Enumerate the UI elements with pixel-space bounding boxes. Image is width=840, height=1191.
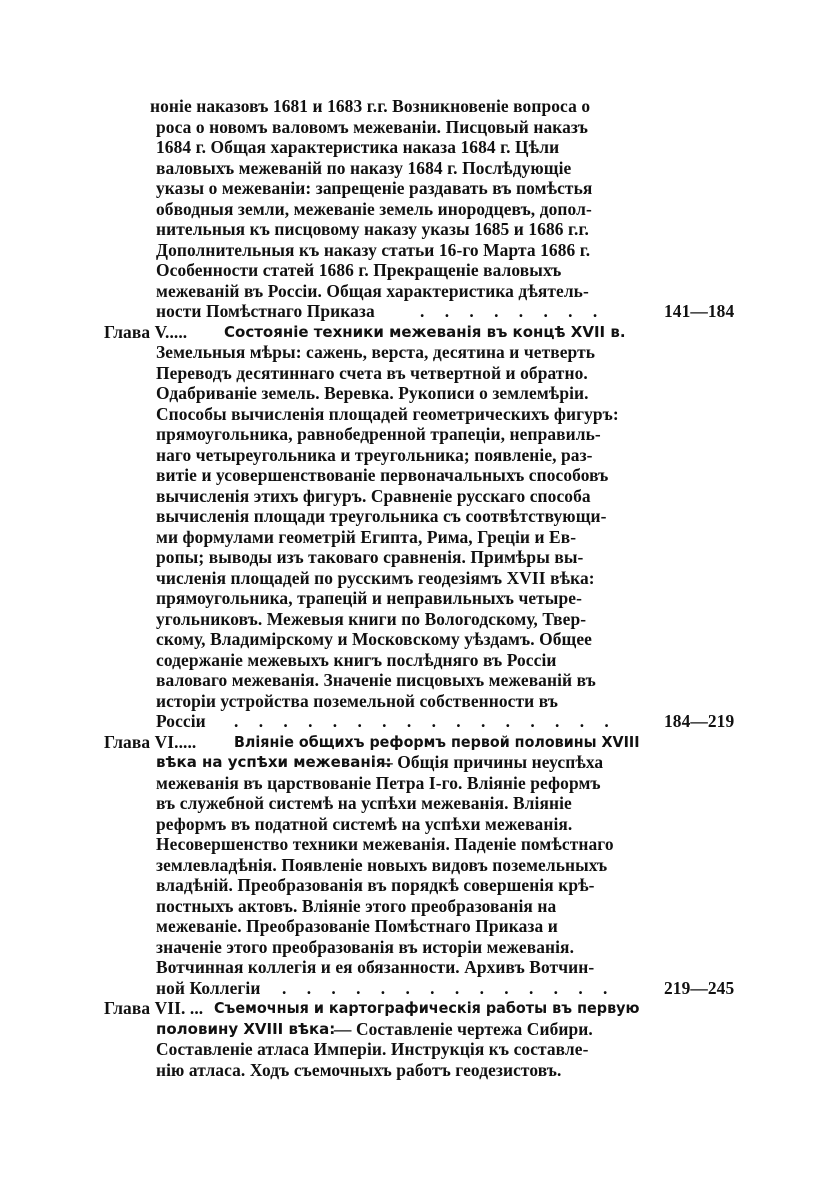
line-text: межеваніе. Преобразованіе Помѣстнаго Приказа и [156,916,558,936]
text-line [0,670,840,690]
line-text: Способы вычисленія площадей геометрическихъ фигуръ: [156,404,619,424]
text-line [0,834,840,854]
text-line [0,465,840,485]
line-text: Дополнительныя къ наказу статьи 16-го Марта 1686 г. [156,240,591,260]
text-line [0,96,840,116]
line-text: наго четыреугольника и треугольника; появленіе, раз- [156,445,593,465]
text-line [0,178,840,198]
line-text: исторіи устройства поземельной собственности въ [156,691,559,711]
text-line [0,1039,840,1059]
text-line [0,486,840,506]
line-text: содержаніе межевыхъ книгъ послѣдняго въ Россіи [156,650,557,670]
text-line [0,773,840,793]
page-range: 219—245 [664,978,735,998]
toc-entry-line [0,978,840,998]
line-text: валоваго межеванія. Значеніе писцовыхъ межеваній въ [156,670,596,690]
line-text: Переводъ десятиннаго счета въ четвертной и обратно. [156,363,588,383]
chapter-heading-line [0,322,840,342]
line-text: Особенности статей 1686 г. Прекращеніе валовыхъ [156,260,562,280]
text-line [0,875,840,895]
text-line [0,1060,840,1080]
line-text: угольниковъ. Межевыя книги по Вологодскому, Твер- [156,609,587,629]
text-line [0,342,840,362]
line-text: ми формулами геометрій Египта, Рима, Греціи и Ев- [156,527,577,547]
line-text: ноніе наказовъ 1681 и 1683 г.г. Возникновеніе вопроса о [150,96,591,116]
chapter-heading-line [0,732,840,752]
line-text: прямоугольника, трапецій и неправильныхъ четыре- [156,588,582,608]
line-text: Несовершенство техники межеванія. Паденіе помѣстнаго [156,834,614,854]
text-line [0,445,840,465]
text-line [0,568,840,588]
line-text: нію атласа. Ходъ съемочныхъ работъ геодезистовъ. [156,1060,562,1080]
text-line [0,260,840,280]
text-line [0,814,840,834]
line-text: межеваній въ Россіи. Общая характеристика дѣятель- [156,281,589,301]
line-text: валовыхъ межеваній по наказу 1684 г. Послѣдующіе [156,158,572,178]
line-text: землевладѣнія. Появленіе новыхъ видовъ поземельныхъ [156,855,608,875]
chapter-number: Глава VII. ... [104,998,204,1018]
text-line [0,281,840,301]
chapter-title-continued: вѣка на успѣхи межеванія: [156,753,392,771]
text-line [0,957,840,977]
text-line [0,916,840,936]
text-line [0,547,840,567]
text-line [0,527,840,547]
text-line [0,588,840,608]
line-text: значеніе этого преобразованія въ исторіи межеванія. [156,937,575,957]
line-text: Вотчинная коллегія и ея обязанности. Архивъ Вотчин- [156,957,595,977]
line-text: ной Коллегіи [156,978,261,998]
chapter-title: Состояніе техники межеванія въ концѣ XVII в. [224,323,626,341]
text-line [0,424,840,444]
text-line [0,691,840,711]
text-line [0,404,840,424]
dot-leader: . . . . . . . . [420,301,606,321]
chapter-number: Глава V..... [104,322,188,342]
line-text: ности Помѣстнаго Приказа [156,301,375,321]
text-line [0,137,840,157]
line-text: Одабриваніе земель. Веревка. Рукописи о землемѣріи. [156,383,589,403]
text-line [0,506,840,526]
dot-leader: . . . . . . . . . . . . . . . . [234,711,617,731]
line-text: роса о новомъ валовомъ межеваніи. Писцовый наказъ [156,117,588,137]
line-text: ропы; выводы изъ таковаго сравненія. Примѣры вы- [156,547,584,567]
chapter-title-continued: половину XVIII вѣка: [156,1020,336,1038]
text-line [0,383,840,403]
chapter-heading-line [0,998,840,1018]
text-line [0,240,840,260]
line-text: скому, Владимірскому и Московскому уѣздамъ. Общее [156,629,592,649]
line-text: постныхъ актовъ. Вліяніе этого преобразованія на [156,896,557,916]
line-text: въ служебной системѣ на успѣхи межеванія. Вліяніе [156,793,572,813]
chapter-number: Глава VI..... [104,732,197,752]
text-line [0,937,840,957]
text-line [0,117,840,137]
chapter-title: Съемочныя и картографическія работы въ первую [214,999,640,1017]
text-line [0,219,840,239]
chapter-title: Вліяніе общихъ реформъ первой половины XVIII [234,733,640,751]
line-text: — Составленіе чертежа Сибири. [334,1019,593,1039]
line-text: витіе и усовершенствованіе первоначальныхъ способовъ [156,465,609,485]
line-text: прямоугольника, равнобедренной трапеціи, неправиль- [156,424,601,444]
toc-entry-line [0,711,840,731]
text-line [0,793,840,813]
line-text: – Общія причины неуспѣха [384,752,604,772]
dot-leader: . . . . . . . . . . . . . . [282,978,616,998]
text-line [0,1019,840,1039]
page-range: 184—219 [664,711,735,731]
line-text: численія площадей по русскимъ геодезіямъ XVII вѣка: [156,568,595,588]
text-line [0,363,840,383]
text-line [0,199,840,219]
line-text: обводныя земли, межеваніе земель инородцевъ, допол- [156,199,592,219]
line-text: вычисленія площади треугольника съ соотвѣтствующи- [156,506,607,526]
line-text: межеванія въ царствованіе Петра I-го. Вліяніе реформъ [156,773,601,793]
line-text: реформъ въ податной системѣ на успѣхи межеванія. [156,814,573,834]
text-line [0,609,840,629]
text-line [0,896,840,916]
line-text: нительныя къ писцовому наказу указы 1685 и 1686 г.г. [156,219,589,239]
line-text: владѣній. Преобразованія въ порядкѣ совершенія крѣ- [156,875,595,895]
text-line [0,650,840,670]
line-text: указы о межеваніи: запрещеніе раздавать въ помѣстья [156,178,593,198]
toc-entry-line [0,301,840,321]
line-text: вычисленія этихъ фигуръ. Сравненіе русскаго способа [156,486,591,506]
line-text: 1684 г. Общая характеристика наказа 1684 г. Цѣли [156,137,560,157]
line-text: Составленіе атласа Имперіи. Инструкція къ составле- [156,1039,589,1059]
text-line [0,629,840,649]
text-line [0,855,840,875]
page-range: 141—184 [664,301,735,321]
text-line [0,158,840,178]
line-text: Земельныя мѣры: сажень, верста, десятина и четверть [156,342,596,362]
text-line [0,752,840,772]
line-text: Россіи [156,711,206,731]
